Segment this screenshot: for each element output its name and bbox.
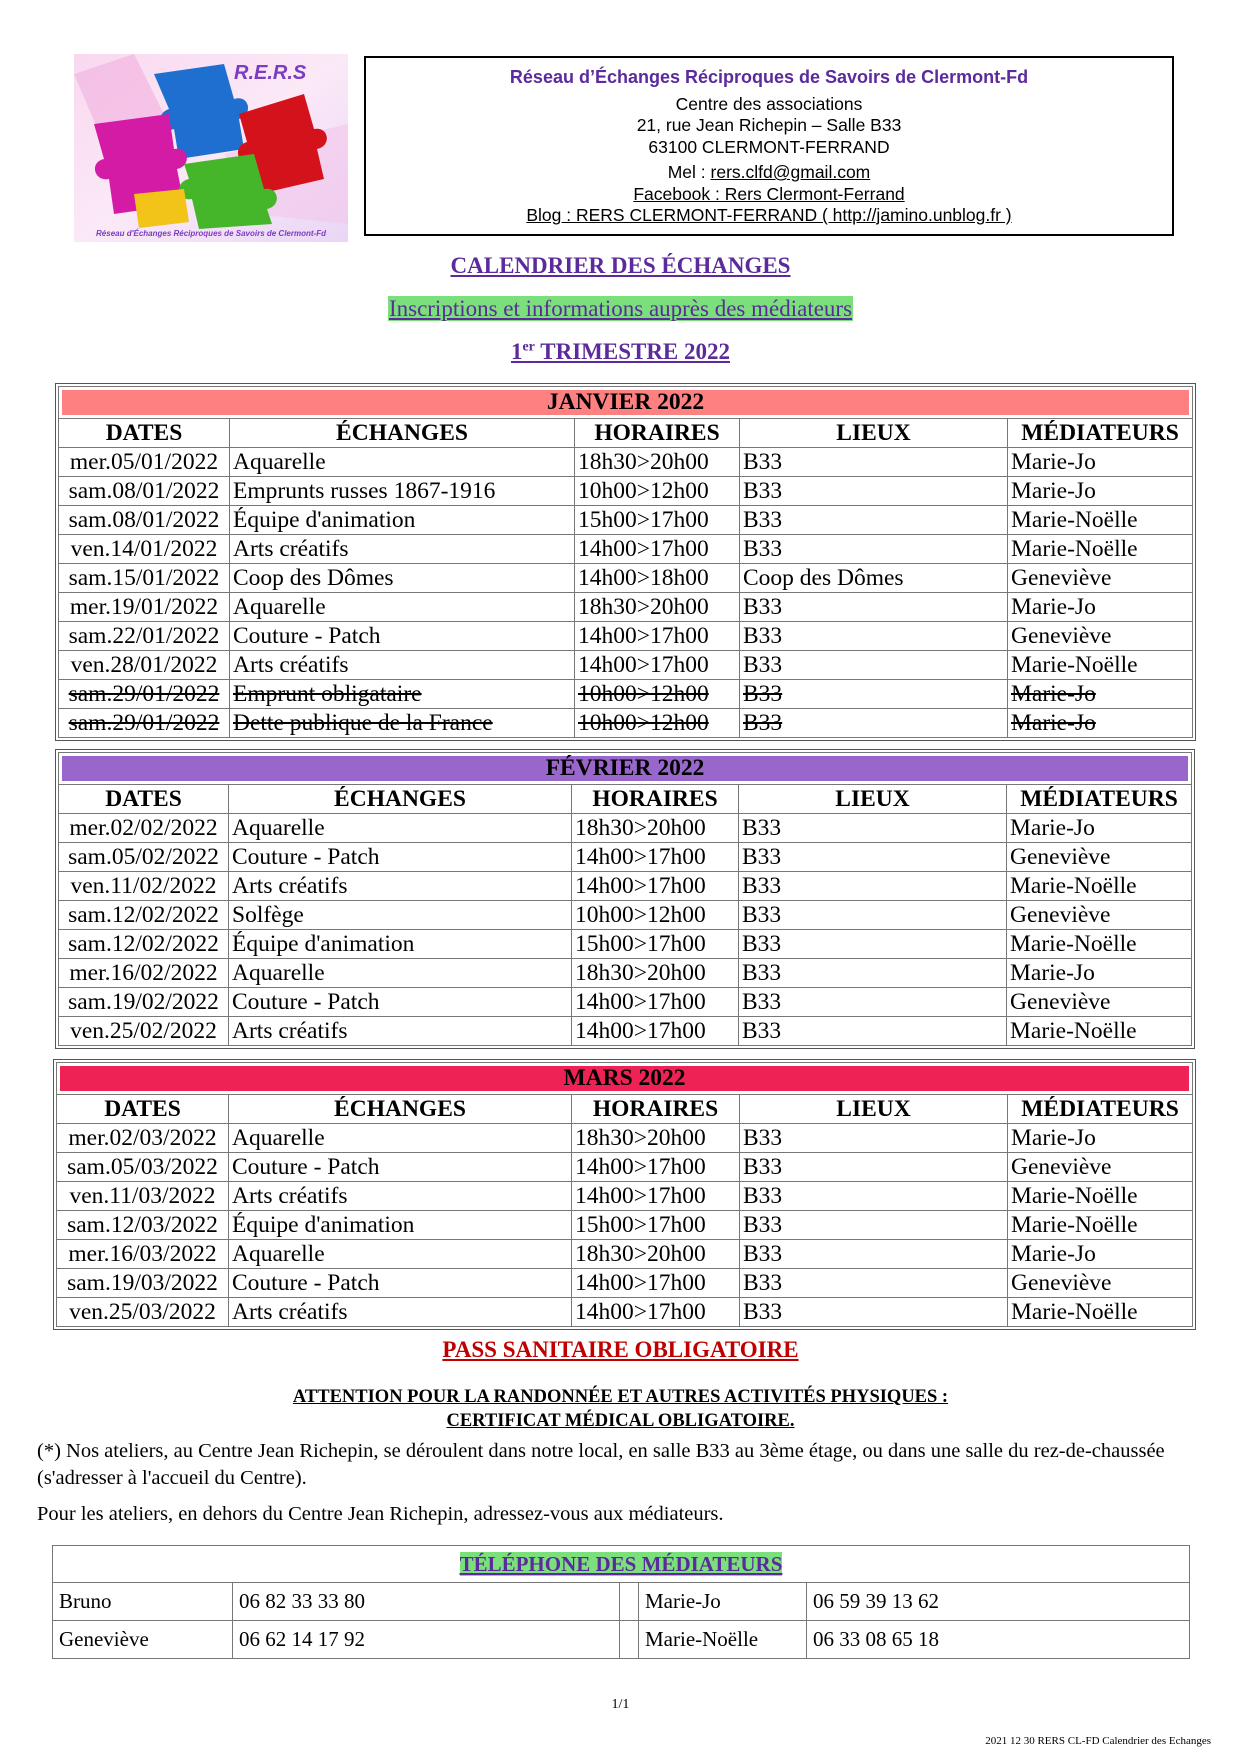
echange-cell: Arts créatifs [229, 1017, 572, 1046]
echange-cell: Aquarelle [230, 593, 575, 622]
month-header-row [59, 387, 1193, 419]
date-cell: sam.12/02/2022 [59, 901, 229, 930]
address-box [364, 56, 1174, 236]
trimester-title: 1er TRIMESTRE 2022 [510, 339, 731, 364]
table-row [57, 1124, 1193, 1153]
echange-cell: Couture - Patch [229, 1269, 572, 1298]
mediator-name: Marie-Jo [639, 1583, 807, 1621]
lieu-cell: B33 [739, 901, 1007, 930]
table-row [57, 1153, 1193, 1182]
mediateur-cell: Geneviève [1008, 1153, 1193, 1182]
horaires-header: HORAIRES [572, 785, 739, 814]
lieu-cell: B33 [739, 959, 1007, 988]
mediateurs-header: MÉDIATEURS [1007, 785, 1192, 814]
lieux-header: LIEUX [740, 419, 1008, 448]
mediateur-cell: Marie-Jo [1008, 477, 1193, 506]
date-cell: mer.16/02/2022 [59, 959, 229, 988]
echange-cell: Couture - Patch [229, 988, 572, 1017]
lieu-cell: B33 [740, 535, 1008, 564]
mediateurs-header: MÉDIATEURS [1008, 419, 1193, 448]
echange-cell: Équipe d'animation [229, 930, 572, 959]
date-cell: mer.02/02/2022 [59, 814, 229, 843]
mediateur-cell: Marie-Noëlle [1008, 1182, 1193, 1211]
phone-table-title: TÉLÉPHONE DES MÉDIATEURS [53, 1546, 1190, 1583]
month-header-row [59, 753, 1192, 785]
lieu-cell: B33 [739, 1017, 1007, 1046]
date-cell: ven.11/02/2022 [59, 872, 229, 901]
org-name: Réseau d’Échanges Réciproques de Savoirs de Clermont-Fd [509, 67, 1029, 87]
horaire-cell: 10h00>12h00 [572, 901, 739, 930]
table-row [59, 448, 1193, 477]
logo-text: R.E.R.S [234, 62, 307, 84]
date-cell: sam.19/03/2022 [57, 1269, 229, 1298]
mediator-phone: 06 62 14 17 92 [233, 1621, 620, 1659]
table-row [59, 959, 1192, 988]
date-cell: sam.22/01/2022 [59, 622, 230, 651]
mediator-name: Marie-Noëlle [639, 1621, 807, 1659]
mediateur-cell: Geneviève [1008, 622, 1193, 651]
date-cell: sam.19/02/2022 [59, 988, 229, 1017]
echange-cell: Emprunt obligataire [230, 680, 575, 709]
horaire-cell: 10h00>12h00 [575, 680, 740, 709]
lieu-cell: B33 [740, 622, 1008, 651]
mediateur-cell: Marie-Noëlle [1007, 930, 1192, 959]
date-cell: ven.25/03/2022 [57, 1298, 229, 1327]
horaire-cell: 18h30>20h00 [575, 593, 740, 622]
lieu-cell: B33 [740, 448, 1008, 477]
phone-row [53, 1583, 1190, 1621]
date-cell: sam.12/03/2022 [57, 1211, 229, 1240]
january-table [58, 386, 1193, 738]
horaire-cell: 14h00>17h00 [572, 1182, 740, 1211]
lieu-cell: B33 [739, 872, 1007, 901]
echanges-header: ÉCHANGES [230, 419, 575, 448]
table-row [57, 1298, 1193, 1327]
mediateur-cell: Marie-Jo [1008, 680, 1193, 709]
lieu-cell: B33 [740, 593, 1008, 622]
horaire-cell: 14h00>17h00 [572, 1017, 739, 1046]
lieu-cell: B33 [740, 1298, 1008, 1327]
calendar-title: CALENDRIER DES ÉCHANGES [450, 253, 791, 278]
date-cell: sam.08/01/2022 [59, 506, 230, 535]
echange-cell: Arts créatifs [229, 1182, 572, 1211]
echange-cell: Couture - Patch [230, 622, 575, 651]
echange-cell: Aquarelle [229, 814, 572, 843]
column-header-row [59, 419, 1193, 448]
echange-cell: Couture - Patch [229, 1153, 572, 1182]
echange-cell: Dette publique de la France [230, 709, 575, 738]
february-table [58, 752, 1192, 1046]
date-cell: ven.14/01/2022 [59, 535, 230, 564]
table-row [59, 622, 1193, 651]
puzzle-logo-icon [74, 54, 348, 242]
echange-cell: Aquarelle [230, 448, 575, 477]
location-note: (*) Nos ateliers, au Centre Jean Richepin, se déroulent dans notre local, en salle B33 au 3ème étage, ou dans une salle du rez-de-chaussée (s'adresser à l'accueil du Centre). [37, 1440, 1165, 1489]
date-cell: sam.29/01/2022 [59, 680, 230, 709]
lieu-cell: B33 [740, 477, 1008, 506]
lieu-cell: B33 [740, 1269, 1008, 1298]
echange-cell: Arts créatifs [229, 1298, 572, 1327]
mediateur-cell: Marie-Noëlle [1007, 1017, 1192, 1046]
mail-link[interactable]: rers.clfd@gmail.com [710, 162, 871, 182]
address-line: 63100 CLERMONT-FERRAND [648, 136, 890, 157]
mediateur-cell: Geneviève [1008, 564, 1193, 593]
dates-header: DATES [59, 785, 229, 814]
horaire-cell: 18h30>20h00 [572, 1124, 740, 1153]
phone-row [53, 1621, 1190, 1659]
blog-link[interactable]: Blog : RERS CLERMONT-FERRAND ( http://jamino.unblog.fr ) [526, 205, 1012, 225]
lieux-header: LIEUX [740, 1095, 1008, 1124]
table-row [59, 901, 1192, 930]
date-cell: sam.08/01/2022 [59, 477, 230, 506]
horaire-cell: 14h00>18h00 [575, 564, 740, 593]
table-row [59, 709, 1193, 738]
lieux-header: LIEUX [739, 785, 1007, 814]
table-row [57, 1240, 1193, 1269]
mediateur-cell: Marie-Noëlle [1008, 506, 1193, 535]
table-row [59, 535, 1193, 564]
table-row [59, 593, 1193, 622]
mediateur-cell: Marie-Noëlle [1007, 872, 1192, 901]
lieu-cell: B33 [740, 709, 1008, 738]
table-row [59, 564, 1193, 593]
date-cell: sam.05/03/2022 [57, 1153, 229, 1182]
mediateur-cell: Geneviève [1007, 843, 1192, 872]
dates-header: DATES [59, 419, 230, 448]
column-header-row [59, 785, 1192, 814]
dates-header: DATES [57, 1095, 229, 1124]
table-row [59, 872, 1192, 901]
table-row [59, 651, 1193, 680]
medical-warning: ATTENTION POUR LA RANDONNÉE ET AUTRES ACTIVITÉS PHYSIQUES : CERTIFICAT MÉDICAL OBLIGATOIRE. [292, 1387, 949, 1431]
echange-cell: Couture - Patch [229, 843, 572, 872]
pass-sanitaire-notice: PASS SANITAIRE OBLIGATOIRE [442, 1337, 799, 1362]
table-row [59, 506, 1193, 535]
lieu-cell: B33 [740, 680, 1008, 709]
mediateur-cell: Marie-Jo [1007, 814, 1192, 843]
date-cell: mer.05/01/2022 [59, 448, 230, 477]
mediateurs-header: MÉDIATEURS [1008, 1095, 1193, 1124]
month-header-row [57, 1063, 1193, 1095]
lieu-cell: B33 [740, 1182, 1008, 1211]
table-row [59, 680, 1193, 709]
mediateur-cell: Marie-Jo [1008, 709, 1193, 738]
date-cell: mer.02/03/2022 [57, 1124, 229, 1153]
horaire-cell: 18h30>20h00 [572, 959, 739, 988]
echange-cell: Solfège [229, 901, 572, 930]
echange-cell: Coop des Dômes [230, 564, 575, 593]
echanges-header: ÉCHANGES [229, 785, 572, 814]
mediateur-cell: Marie-Noëlle [1008, 535, 1193, 564]
table-row [57, 1182, 1193, 1211]
echange-cell: Équipe d'animation [229, 1211, 572, 1240]
mediator-name: Geneviève [53, 1621, 233, 1659]
horaire-cell: 15h00>17h00 [575, 506, 740, 535]
echange-cell: Aquarelle [229, 959, 572, 988]
facebook-link[interactable]: Facebook : Rers Clermont-Ferrand [633, 183, 905, 204]
echanges-header: ÉCHANGES [229, 1095, 572, 1124]
footer-text: 2021 12 30 RERS CL-FD Calendrier des Echanges [985, 1735, 1211, 1747]
mediateur-cell: Geneviève [1007, 988, 1192, 1017]
table-row [59, 988, 1192, 1017]
table-row [59, 477, 1193, 506]
horaire-cell: 10h00>12h00 [575, 477, 740, 506]
mediateur-cell: Marie-Noëlle [1008, 1298, 1193, 1327]
mail-line: Mel : rers.clfd@gmail.com [667, 162, 871, 182]
date-cell: mer.19/01/2022 [59, 593, 230, 622]
date-cell: sam.05/02/2022 [59, 843, 229, 872]
echange-cell: Emprunts russes 1867-1916 [230, 477, 575, 506]
date-cell: ven.11/03/2022 [57, 1182, 229, 1211]
lieu-cell: B33 [739, 988, 1007, 1017]
column-header-row [57, 1095, 1193, 1124]
lieu-cell: B33 [740, 1153, 1008, 1182]
echange-cell: Aquarelle [229, 1124, 572, 1153]
horaire-cell: 15h00>17h00 [572, 930, 739, 959]
echange-cell: Arts créatifs [230, 535, 575, 564]
date-cell: sam.29/01/2022 [59, 709, 230, 738]
page-number: 1/1 [611, 1697, 630, 1712]
horaire-cell: 14h00>17h00 [575, 622, 740, 651]
echange-cell: Aquarelle [229, 1240, 572, 1269]
address-line: Centre des associations [675, 93, 863, 114]
lieu-cell: Coop des Dômes [740, 564, 1008, 593]
horaire-cell: 10h00>12h00 [575, 709, 740, 738]
mediateur-cell: Marie-Noëlle [1008, 651, 1193, 680]
date-cell: ven.28/01/2022 [59, 651, 230, 680]
lieu-cell: B33 [739, 843, 1007, 872]
lieu-cell: B33 [740, 1211, 1008, 1240]
horaire-cell: 14h00>17h00 [572, 872, 739, 901]
table-row [57, 1269, 1193, 1298]
mediator-name: Bruno [53, 1583, 233, 1621]
mediateur-cell: Geneviève [1008, 1269, 1193, 1298]
horaire-cell: 14h00>17h00 [575, 535, 740, 564]
mediateur-cell: Marie-Noëlle [1008, 1211, 1193, 1240]
horaire-cell: 18h30>20h00 [572, 1240, 740, 1269]
horaire-cell: 14h00>17h00 [575, 651, 740, 680]
march-table [56, 1062, 1193, 1327]
echange-cell: Arts créatifs [229, 872, 572, 901]
month-title: MARS 2022 [60, 1066, 1189, 1091]
mediateur-cell: Marie-Jo [1008, 1240, 1193, 1269]
month-title: JANVIER 2022 [62, 390, 1189, 415]
mediateur-cell: Marie-Jo [1008, 593, 1193, 622]
horaires-header: HORAIRES [572, 1095, 740, 1124]
horaire-cell: 14h00>17h00 [572, 1153, 740, 1182]
date-cell: sam.15/01/2022 [59, 564, 230, 593]
lieu-cell: B33 [739, 814, 1007, 843]
horaire-cell: 18h30>20h00 [575, 448, 740, 477]
table-row [59, 814, 1192, 843]
address-line: 21, rue Jean Richepin – Salle B33 [636, 115, 902, 135]
lieu-cell: B33 [740, 1124, 1008, 1153]
outside-note: Pour les ateliers, en dehors du Centre Jean Richepin, adressez-vous aux médiateurs. [37, 1503, 724, 1525]
date-cell: ven.25/02/2022 [59, 1017, 229, 1046]
horaire-cell: 15h00>17h00 [572, 1211, 740, 1240]
horaire-cell: 14h00>17h00 [572, 988, 739, 1017]
mediator-phone: 06 59 39 13 62 [807, 1583, 1190, 1621]
echange-cell: Équipe d'animation [230, 506, 575, 535]
lieu-cell: B33 [739, 930, 1007, 959]
lieu-cell: B33 [740, 651, 1008, 680]
mediateur-cell: Marie-Jo [1008, 1124, 1193, 1153]
echange-cell: Arts créatifs [230, 651, 575, 680]
inscriptions-note: Inscriptions et informations auprès des médiateurs [388, 296, 853, 321]
mediator-phone: 06 33 08 65 18 [807, 1621, 1190, 1659]
rers-logo [74, 54, 348, 242]
table-row [57, 1211, 1193, 1240]
horaire-cell: 18h30>20h00 [572, 814, 739, 843]
mediateur-cell: Marie-Jo [1007, 959, 1192, 988]
horaire-cell: 14h00>17h00 [572, 843, 739, 872]
horaire-cell: 14h00>17h00 [572, 1298, 740, 1327]
date-cell: mer.16/03/2022 [57, 1240, 229, 1269]
lieu-cell: B33 [740, 1240, 1008, 1269]
logo-caption: Réseau d'Échanges Réciproques de Savoirs de Clermont-Fd [96, 229, 326, 238]
table-row [59, 843, 1192, 872]
date-cell: sam.12/02/2022 [59, 930, 229, 959]
table-row [59, 1017, 1192, 1046]
month-title: FÉVRIER 2022 [62, 756, 1188, 781]
mediateur-cell: Marie-Jo [1008, 448, 1193, 477]
mediator-phone: 06 82 33 33 80 [233, 1583, 620, 1621]
horaires-header: HORAIRES [575, 419, 740, 448]
table-row [59, 930, 1192, 959]
mediateur-cell: Geneviève [1007, 901, 1192, 930]
lieu-cell: B33 [740, 506, 1008, 535]
mediator-phone-table [52, 1545, 1190, 1659]
horaire-cell: 14h00>17h00 [572, 1269, 740, 1298]
